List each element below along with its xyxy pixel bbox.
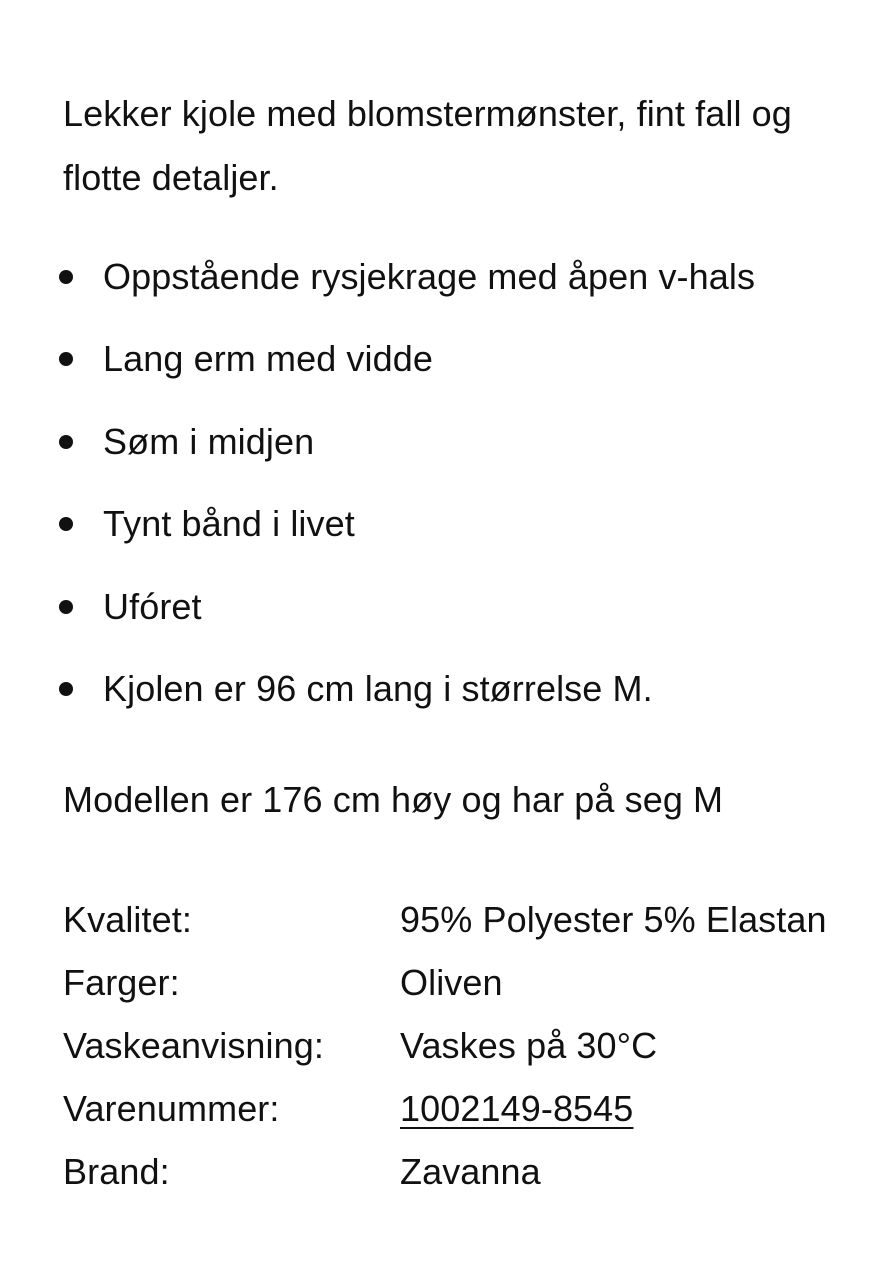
description-intro: Lekker kjole med blomstermønster, fint fall og flotte detaljer. xyxy=(63,93,792,198)
spec-label: Kvalitet: xyxy=(63,899,192,941)
bullet-icon xyxy=(59,435,73,449)
spec-value: Zavanna xyxy=(400,1151,541,1193)
spec-row-brand xyxy=(63,1148,873,1211)
bullet-icon xyxy=(59,352,73,366)
list-item xyxy=(63,585,873,673)
list-item xyxy=(63,667,873,755)
bullet-icon xyxy=(59,600,73,614)
spec-label: Varenummer: xyxy=(63,1088,280,1130)
spec-value: Vaskes på 30°C xyxy=(400,1025,658,1067)
spec-label: Vaskeanvisning: xyxy=(63,1025,324,1067)
feature-text: Søm i midjen xyxy=(103,420,315,462)
spec-value: 95% Polyester 5% Elastan xyxy=(400,899,827,941)
model-size-note: Modellen er 176 cm høy og har på seg M xyxy=(63,779,724,821)
spec-row-wash xyxy=(63,1022,873,1085)
list-item xyxy=(63,256,873,343)
feature-text: Tynt bånd i livet xyxy=(103,503,355,545)
feature-text: Oppstående rysjekrage med åpen v-hals xyxy=(103,256,756,297)
product-specs xyxy=(63,896,873,1211)
feature-text: Kjolen er 96 cm lang i størrelse M. xyxy=(103,667,653,709)
list-item xyxy=(63,503,873,590)
spec-label: Farger: xyxy=(63,962,180,1004)
product-description xyxy=(63,82,873,1211)
spec-row-quality xyxy=(63,896,873,959)
list-item xyxy=(63,338,873,425)
bullet-icon xyxy=(59,517,73,531)
feature-list xyxy=(63,256,873,755)
item-number-link[interactable]: 1002149-8545 xyxy=(400,1088,634,1130)
bullet-icon xyxy=(59,682,73,696)
feature-text: Lang erm med vidde xyxy=(103,338,433,380)
bullet-icon xyxy=(59,270,73,284)
spec-value: Oliven xyxy=(400,962,503,1004)
spec-row-colors xyxy=(63,959,873,1022)
spec-row-item-number xyxy=(63,1085,873,1148)
list-item xyxy=(63,420,873,508)
feature-text: Ufóret xyxy=(103,585,202,627)
spec-label: Brand: xyxy=(63,1151,170,1193)
